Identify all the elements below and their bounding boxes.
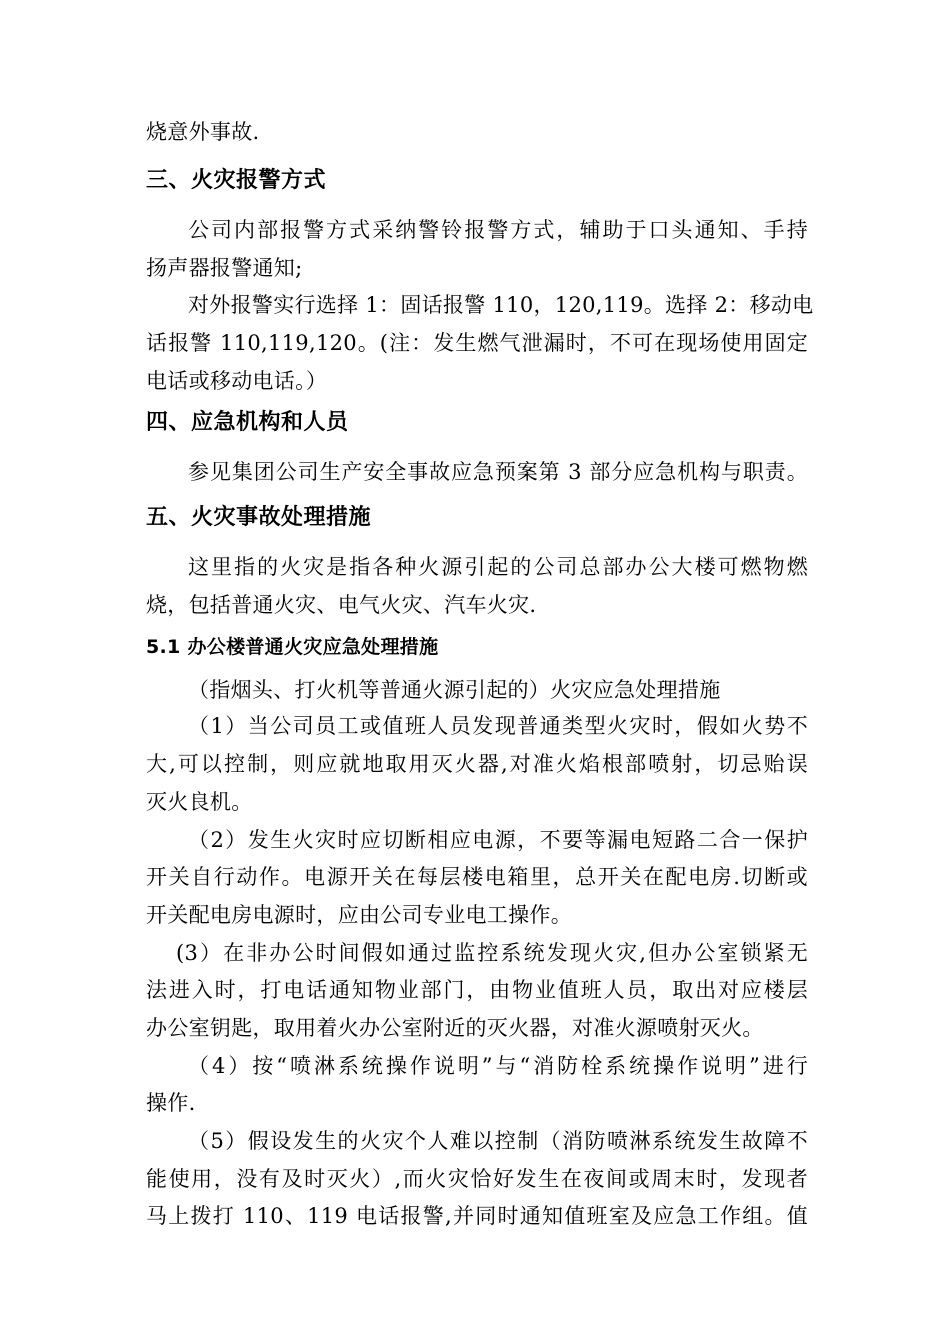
- text-line: 公司内部报警方式采纳警铃报警方式，辅助于口头通知、手持: [188, 218, 808, 242]
- text-line: （指烟头、打火机等普通火源引起的）火灾应急处理措施: [188, 678, 721, 702]
- text-line: 这里指的火灾是指各种火源引起的公司总部办公大楼可燃物燃: [188, 555, 808, 579]
- text-line: 参见集团公司生产安全事故应急预案第 3 部分应急机构与职责。: [188, 460, 808, 484]
- text-line: 对外报警实行选择 1：固话报警 110，120,119。选择 2：移动电: [188, 293, 814, 317]
- section-heading-4: 四、应急机构和人员: [146, 410, 349, 435]
- text-line: (3）在非办公时间假如通过监控系统发现火灾,但办公室锁紧无: [176, 941, 808, 965]
- section-heading-3: 三、火灾报警方式: [146, 168, 327, 193]
- text-line: （5）假设发生的火灾个人难以控制（消防喷淋系统发生故障不: [188, 1129, 808, 1153]
- text-line: 马上拨打 110、119 电话报警,并同时通知值班室及应急工作组。值: [146, 1204, 808, 1228]
- text-line: 烧意外事故.: [146, 120, 260, 144]
- text-line: 扬声器报警通知;: [146, 256, 303, 280]
- text-line: （2）发生火灾时应切断相应电源，不要等漏电短路二合一保护: [188, 828, 808, 852]
- text-line: 开关配电房电源时，应由公司专业电工操作。: [146, 903, 572, 927]
- subsection-heading-5-1: 5.1 办公楼普通火灾应急处理措施: [146, 636, 439, 658]
- text-line: 能使用，没有及时灭火）,而火灾恰好发生在夜间或周末时，发现者: [146, 1167, 808, 1191]
- text-line: 操作.: [146, 1091, 196, 1115]
- text-line: （4）按“喷淋系统操作说明”与“消防栓系统操作说明”进行: [188, 1054, 808, 1078]
- text-line: （1）当公司员工或值班人员发现普通类型火灾时，假如火势不: [188, 714, 808, 738]
- text-line: 法进入时，打电话通知物业部门，由物业值班人员，取出对应楼层: [146, 978, 808, 1002]
- text-line: 烧，包括普通火灾、电气火灾、汽车火灾.: [146, 593, 537, 617]
- text-line: 灭火良机。: [146, 790, 253, 814]
- text-line: 话报警 110,119,120。(注：发生燃气泄漏时，不可在现场使用固定: [146, 331, 808, 355]
- text-line: 办公室钥匙，取用着火办公室附近的灭火器，对准火源喷射灭火。: [146, 1016, 764, 1040]
- text-line: 大,可以控制，则应就地取用灭火器,对准火焰根部喷射，切忌贻误: [146, 752, 808, 776]
- text-line: 电话或移动电话。）: [146, 369, 328, 393]
- text-line: 开关自行动作。电源开关在每层楼电箱里，总开关在配电房.切断或: [146, 865, 808, 889]
- section-heading-5: 五、火灾事故处理措施: [146, 505, 372, 530]
